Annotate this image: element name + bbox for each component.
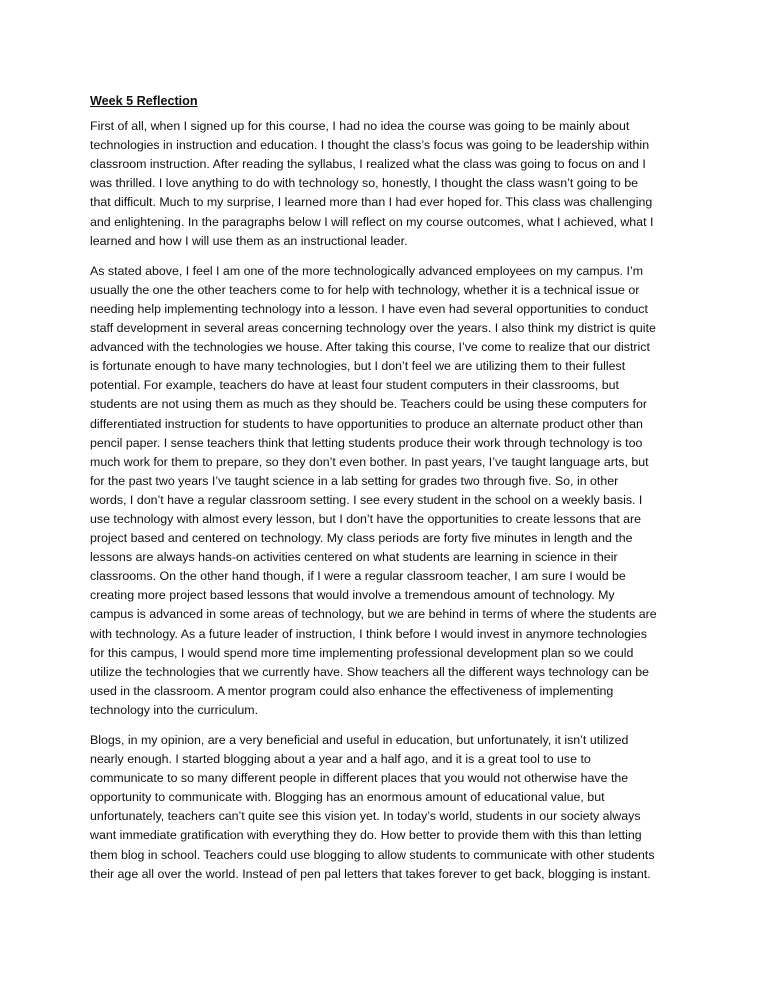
text-line: needing help implementing technology into a lesson. I have even had several opportunities to conduct <box>90 301 648 316</box>
text-line: staff development in several areas concerning technology over the years. I also think my district is quite <box>90 321 656 336</box>
text-line: used in the classroom. A mentor program could also enhance the effectiveness of implementing <box>90 683 614 698</box>
text-line: opportunity to communicate with. Blogging has an enormous amount of educational value, but <box>90 790 605 805</box>
text-line: campus is advanced in some areas of technology, but we are behind in terms of where the students are <box>90 607 657 622</box>
text-line: usually the one the other teachers come to for help with technology, whether it is a technical issue or <box>90 282 640 297</box>
text-line: pencil paper. I sense teachers think that letting students produce their work through technology is too <box>90 435 643 450</box>
text-line: unfortunately, teachers can’t quite see this vision yet. In today’s world, students in our society always <box>90 809 641 824</box>
text-line: nearly enough. I started blogging about a year and a half ago, and it is a great tool to use to <box>90 752 591 767</box>
text-line: creating more project based lessons that would involve a tremendous amount of technology. My <box>90 588 615 603</box>
text-line: First of all, when I signed up for this course, I had no idea the course was going to be mainly about <box>90 119 630 134</box>
text-line: with technology. As a future leader of instruction, I think before I would invest in anymore technologies <box>90 626 647 641</box>
text-line: that difficult. Much to my surprise, I learned more than I had ever hoped for. This class was challenging <box>90 195 653 210</box>
text-line: was thrilled. I love anything to do with technology so, honestly, I thought the class wasn’t going to be <box>90 176 639 191</box>
text-line: their age all over the world. Instead of pen pal letters that takes forever to get back, blogging is instant. <box>90 866 651 881</box>
paragraphs-container <box>90 117 690 884</box>
text-line: potential. For example, teachers do have at least four student computers in their classrooms, but <box>90 378 619 393</box>
text-line: classrooms. On the other hand though, if I were a regular classroom teacher, I am sure I would be <box>90 569 626 584</box>
text-line: words, I don’t have a regular classroom setting. I see every student in the school on a weekly basis. I <box>90 492 643 507</box>
text-line: much work for them to prepare, so they don’t even bother. In past years, I’ve taught language arts, but <box>90 454 649 469</box>
paragraph <box>90 117 690 251</box>
text-line: for the past two years I’ve taught science in a lab setting for grades two through five. So, in other <box>90 473 619 488</box>
text-line: classroom instruction. After reading the syllabus, I realized what the class was going to focus on and I <box>90 157 646 172</box>
text-line: and enlightening. In the paragraphs below I will reflect on my course outcomes, what I achieved, what I <box>90 214 654 229</box>
text-line: As stated above, I feel I am one of the more technologically advanced employees on my campus. I’m <box>90 263 644 278</box>
text-line: advanced with the technologies we house. After taking this course, I’ve come to realize that our district <box>90 340 650 355</box>
text-line: project based and centered on technology. My class periods are forty five minutes in length and the <box>90 531 633 546</box>
document-title: Week 5 Reflection <box>90 94 198 108</box>
text-line: them blog in school. Teachers could use blogging to allow students to communicate with other students <box>90 847 655 862</box>
paragraph <box>90 731 690 884</box>
text-line: is fortunate enough to have many technologies, but I don’t feel we are utilizing them to their fullest <box>90 359 626 374</box>
text-line: utilize the technologies that we currently have. Show teachers all the different ways technology can be <box>90 664 650 679</box>
text-line: differentiated instruction for students to have opportunities to produce an alternate product other than <box>90 416 643 431</box>
text-line: learned and how I will use them as an instructional leader. <box>90 233 408 248</box>
text-line: for this campus, I would spend more time implementing professional development plan so we could <box>90 645 634 660</box>
text-line: want immediate gratification with everything they do. How better to provide them with this than letting <box>90 828 642 843</box>
text-line: communicate to so many different people in different places that you would not otherwise have the <box>90 771 629 786</box>
text-line: lessons are always hands-on activities centered on what students are learning in science in their <box>90 550 618 565</box>
text-line: students are not using them as much as they should be. Teachers could be using these computers for <box>90 397 647 412</box>
text-line: Blogs, in my opinion, are a very beneficial and useful in education, but unfortunately, it isn’t utilized <box>90 733 629 747</box>
document-body <box>90 92 690 895</box>
text-line: technologies in instruction and education. I thought the class’s focus was going to be leadership within <box>90 138 650 153</box>
text-line: use technology with almost every lesson, but I don’t have the opportunities to create lessons that are <box>90 511 642 526</box>
text-line: technology into the curriculum. <box>90 702 259 717</box>
paragraph <box>90 262 690 720</box>
